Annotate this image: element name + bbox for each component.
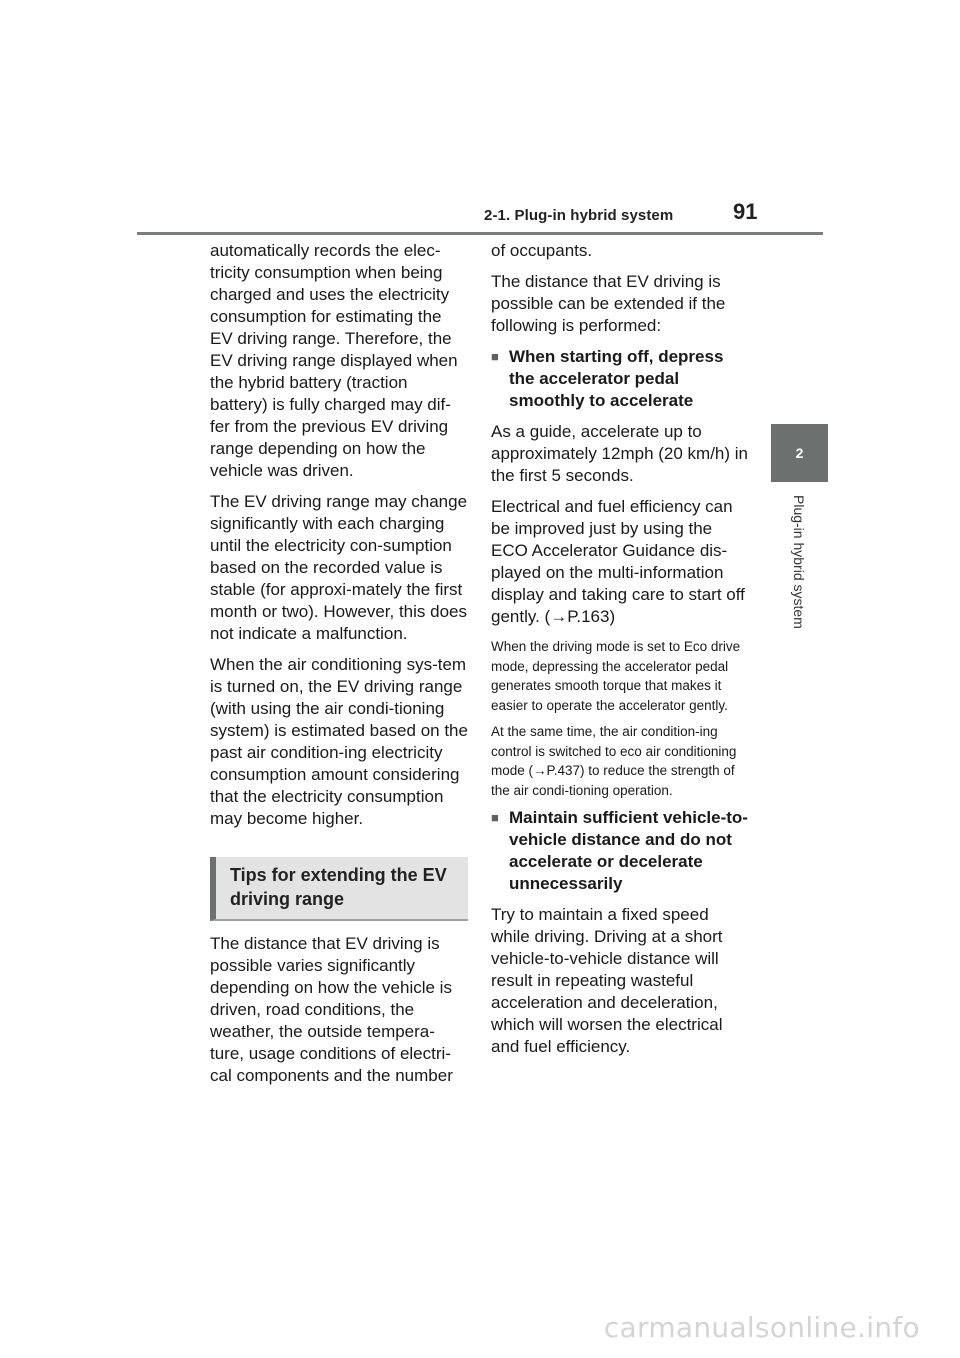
bullet-heading <box>491 346 751 412</box>
tips-heading: Tips for extending the EV driving range <box>210 857 468 921</box>
chapter-number: 2 <box>795 445 804 461</box>
section-title: 2-1. Plug-in hybrid system <box>484 207 674 224</box>
paragraph: The EV driving range may change significantly with each charging until the electricity con-sumption based on the recorded value is stable (for approxi-mately the first month or two). However, this does not indicate a malfunction. <box>210 492 468 643</box>
note-paragraph: At the same time, the air condition-ing control is switched to eco air conditioning mode (→P.437) to reduce the strength of the air condi-tioning operation. <box>491 724 737 798</box>
paragraph: As a guide, accelerate up to approximately 12mph (20 km/h) in the first 5 seconds. <box>491 422 749 485</box>
left-column <box>210 240 468 1096</box>
chapter-label: Plug-in hybrid system <box>791 495 807 629</box>
paragraph: The distance that EV driving is possible varies significantly depending on how the vehicle is driven, road conditions, the weather, the outside tempera-ture, usage conditions of electri-cal components and the number <box>210 934 453 1085</box>
paragraph: When the air conditioning sys-tem is turned on, the EV driving range (with using the air condi-tioning system) is estimated based on the past air condition-ing electricity consumption amount considering that the electricity consumption may become higher. <box>210 655 468 828</box>
bullet-heading-text: When starting off, depress the accelerator pedal smoothly to accelerate <box>509 347 724 410</box>
square-bullet-icon: ■ <box>491 349 499 364</box>
note-paragraph: When the driving mode is set to Eco drive mode, depressing the accelerator pedal generates smooth torque that makes it easier to operate the accelerator gently. <box>491 639 741 713</box>
paragraph: The distance that EV driving is possible can be extended if the following is performed: <box>491 272 726 335</box>
right-column <box>491 240 751 1067</box>
header-divider <box>137 232 823 235</box>
paragraph: automatically records the elec-tricity consumption when being charged and uses the electricity consumption for estimating the EV driving range. Therefore, the EV driving range displayed when the hybrid battery (traction battery) is fully charged may dif-fer from the previous EV driving range depending on how the vehicle was driven. <box>210 241 458 480</box>
paragraph: of occupants. <box>491 241 593 260</box>
paragraph: Electrical and fuel efficiency can be improved just by using the ECO Accelerator Guidance dis-played on the multi-information display and taking care to start off gently. (→P.163) <box>491 497 745 626</box>
square-bullet-icon: ■ <box>491 810 499 825</box>
bullet-heading <box>491 807 751 895</box>
bullet-heading-text: Maintain sufficient vehicle-to-vehicle distance and do not accelerate or decelerate unnecessarily <box>509 808 748 893</box>
paragraph: Try to maintain a fixed speed while driving. Driving at a short vehicle-to-vehicle distance will result in repeating wasteful acceleration and deceleration, which will worsen the electrical and fuel efficiency. <box>491 905 723 1056</box>
page-number: 91 <box>733 199 758 224</box>
watermark: carmanualsonline.info <box>603 1311 920 1344</box>
chapter-tab <box>771 424 828 482</box>
